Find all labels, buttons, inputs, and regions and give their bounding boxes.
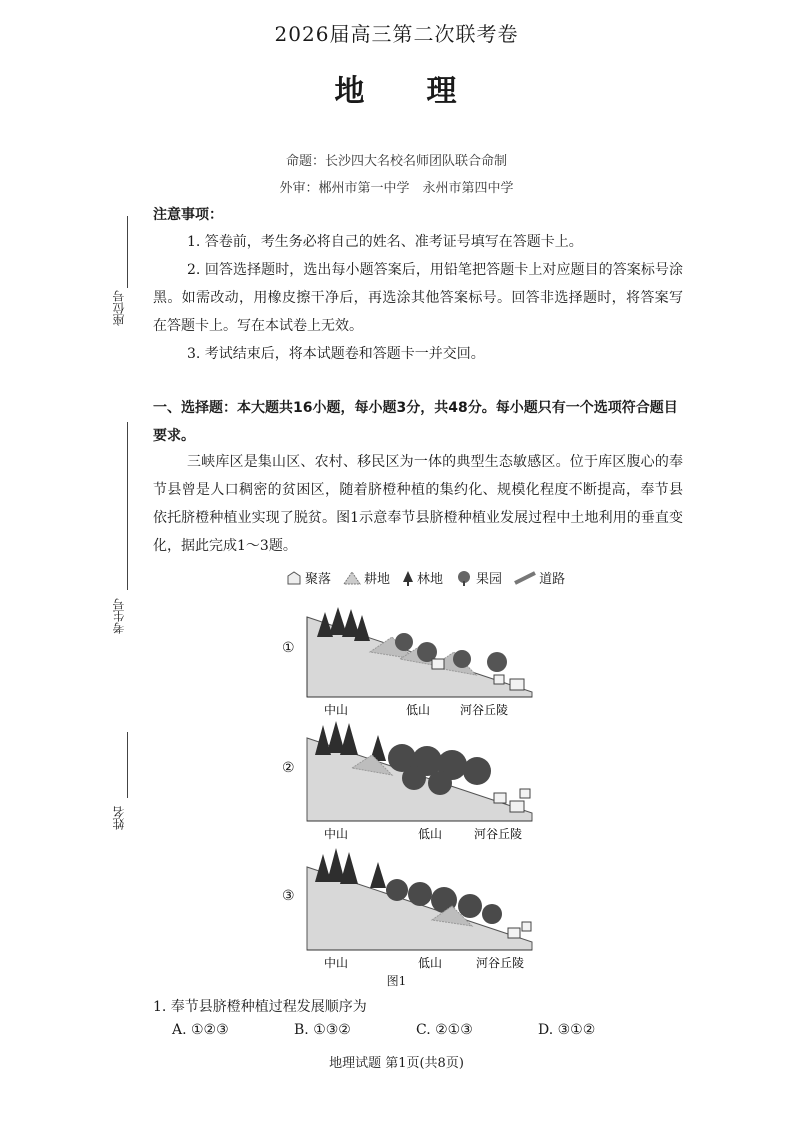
zone-label: 低山: [418, 956, 443, 970]
orchard-icon: [455, 570, 473, 586]
zone-label: 中山: [324, 703, 349, 717]
credit-line-1: 命题：长沙四大名校名师团队联合命制: [285, 154, 507, 169]
zone-label: 河谷丘陵: [476, 956, 525, 970]
notice-item-2: 2. 回答选择题时，选出每小题答案后，用铅笔把答题卡上对应题目的答案标号涂黑。如需改动，用橡皮擦干净后，再选涂其他答案标号。回答非选择题时，将答案写在答题卡上。写在本试卷上无效。: [153, 262, 683, 334]
notice-item-3: 3. 考试结束后，将本试题卷和答题卡一并交回。: [187, 346, 485, 362]
zone-label: 中山: [324, 827, 349, 841]
seat-line: [127, 216, 128, 288]
legend-label: 林地: [417, 572, 444, 587]
panel-3-diagram: [282, 842, 547, 977]
road-icon: [514, 570, 536, 586]
notice-heading: 注意事项：: [153, 207, 223, 223]
legend-label: 果园: [476, 572, 503, 587]
option-b: B. ①③②: [294, 1022, 351, 1038]
farmland-icon: [343, 570, 361, 586]
settlement-icon: [286, 570, 302, 586]
question-1-options: [172, 1022, 660, 1038]
legend-forest: [402, 568, 443, 587]
zone-label: 中山: [324, 956, 349, 970]
figure-caption: 图1: [386, 974, 407, 988]
panel-2-number: ②: [282, 760, 295, 776]
zone-label: 河谷丘陵: [460, 703, 509, 717]
panel-1-diagram: [282, 597, 547, 732]
legend-label: 耕地: [364, 572, 391, 587]
zone-label: 低山: [418, 827, 443, 841]
option-a: A. ①②③: [172, 1022, 229, 1038]
seat-label: 座位号: [112, 290, 126, 326]
option-d: D. ③①②: [538, 1022, 596, 1038]
subject-char-2: 理: [426, 74, 459, 109]
zone-label: 低山: [406, 703, 431, 717]
exam-title: 2026届高三第二次联考卷: [274, 22, 519, 46]
question-1-stem: 1. 奉节县脐橙种植过程发展顺序为: [153, 999, 367, 1015]
forest-icon: [402, 570, 414, 586]
exam-no-label: 考生号: [112, 598, 126, 634]
page-footer: 地理试题 第1页(共8页): [329, 1056, 464, 1071]
name-line: [127, 732, 128, 798]
legend-settlement: [286, 568, 331, 587]
settlement-cluster: [508, 922, 531, 938]
subject-char-1: 地: [334, 74, 367, 109]
subject-title: [0, 66, 793, 110]
legend-road: [514, 568, 565, 587]
notice-item-1: 1. 答卷前，考生务必将自己的姓名、准考证号填写在答题卡上。: [187, 234, 583, 250]
zone-label: 河谷丘陵: [474, 827, 523, 841]
legend-orchard: [455, 568, 502, 587]
section-title: 一、选择题：本大题共16小题，每小题3分，共48分。每小题只有一个选项符合题目要求。: [153, 400, 678, 444]
panel-1-number: ①: [282, 640, 295, 656]
legend-farmland: [343, 568, 390, 587]
option-c: C. ②①③: [416, 1022, 473, 1038]
name-label: 姓名: [112, 806, 126, 830]
passage: 三峡库区是集山区、农村、移民区为一体的典型生态敏感区。位于库区腹心的奉节县曾是人口稠密的贫困区，随着脐橙种植的集约化、规模化程度不断提高，奉节县依托脐橙种植业实现了脱贫。图1示意奉节县脐橙种植业发展过程中土地利用的垂直变化，据此完成1～3题。: [153, 454, 683, 554]
exam-no-line: [127, 422, 128, 590]
panel-2-diagram: [282, 713, 547, 848]
forest-cluster: [317, 607, 370, 641]
forest-cluster: [315, 721, 386, 761]
figure-legend: [286, 568, 565, 587]
legend-label: 聚落: [305, 572, 332, 587]
forest-cluster: [315, 848, 386, 888]
credit-line-2: 外审：郴州市第一中学 永州市第四中学: [279, 181, 514, 196]
panel-3-number: ③: [282, 888, 295, 904]
legend-label: 道路: [539, 572, 566, 587]
